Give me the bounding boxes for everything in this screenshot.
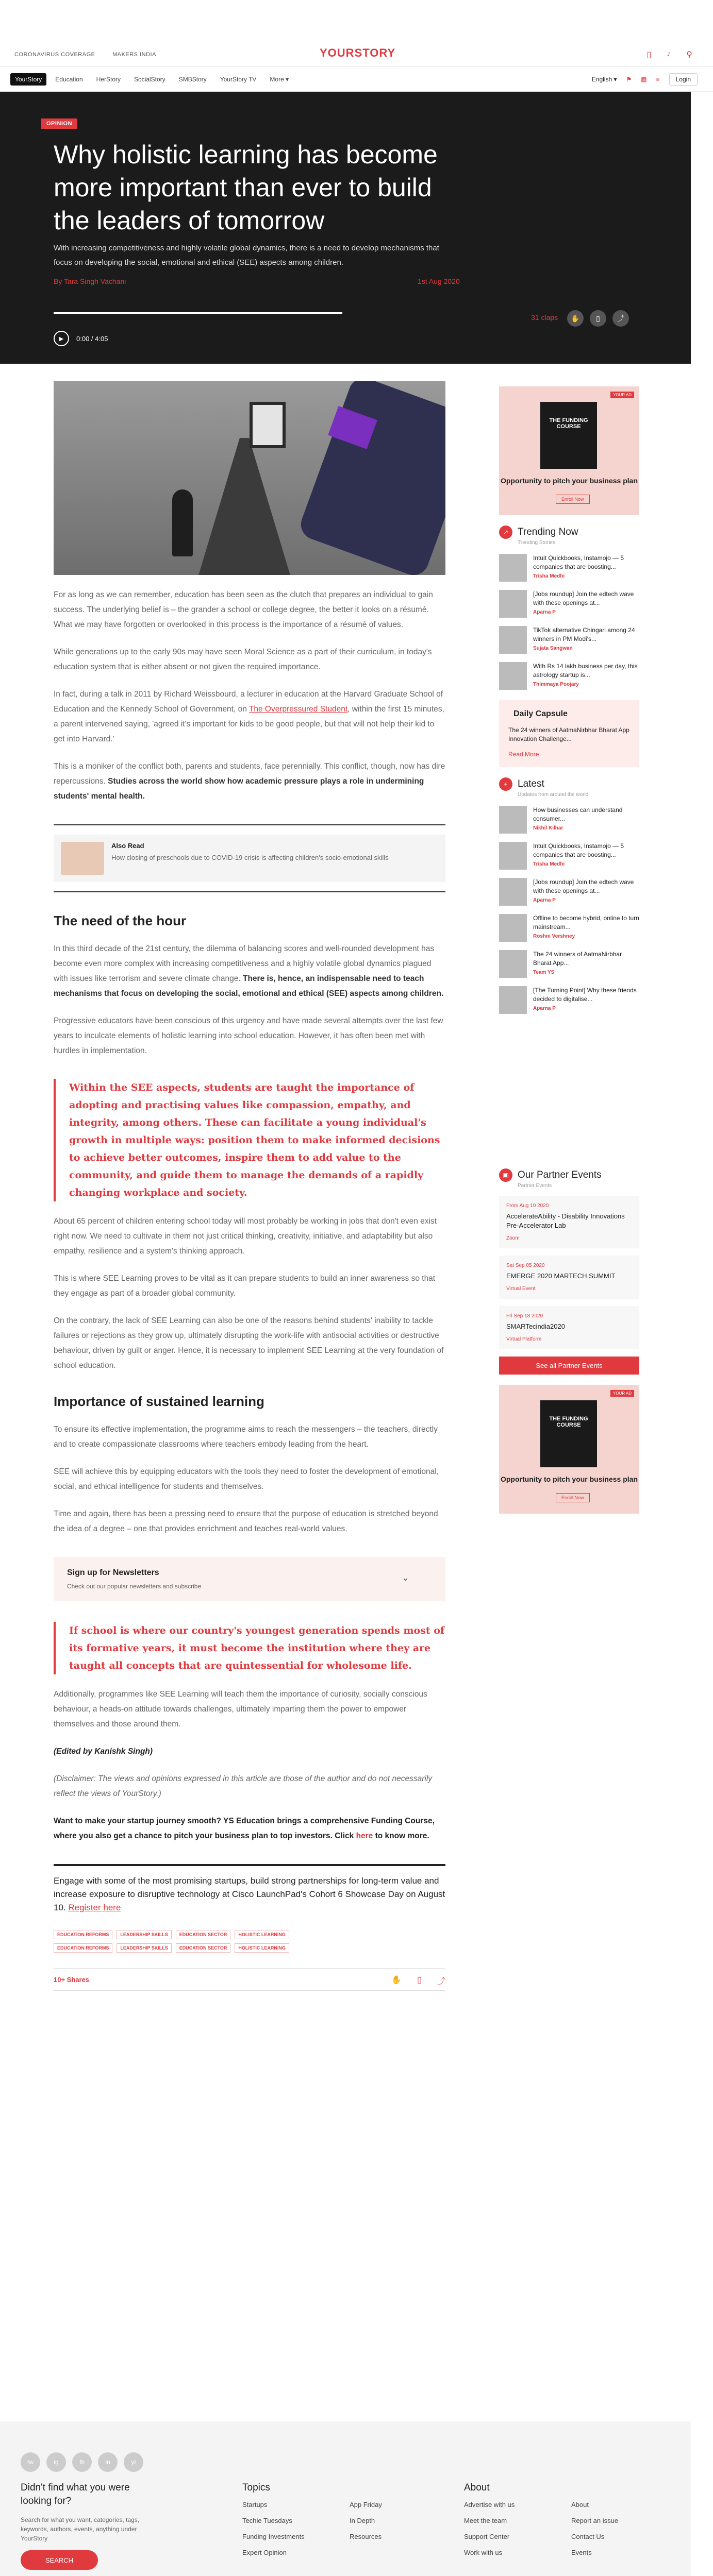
- tag[interactable]: HOLISTIC LEARNING: [235, 1930, 289, 1939]
- footer-link[interactable]: Contact Us: [571, 2533, 605, 2540]
- pull-quote-2: If school is where our country's youngest generation spends most of its formative years, it must become the institution where they are taught all concepts that are quintessential for wholesome life.: [54, 1622, 445, 1674]
- top-links: [14, 52, 172, 58]
- event-box: [54, 1864, 445, 1914]
- ad-book: THE FUNDING COURSE: [540, 402, 597, 469]
- enroll-button[interactable]: Enroll Now: [556, 495, 590, 504]
- promo-paragraph: [54, 1814, 445, 1843]
- footer-about: [464, 2482, 678, 2565]
- footer-link[interactable]: Advertise with us: [464, 2501, 515, 2509]
- story-author: Aparna P: [533, 1006, 556, 1011]
- overpressured-student-link[interactable]: The Overpressured Student: [248, 705, 348, 714]
- nav-item-herstory[interactable]: HerStory: [96, 76, 121, 83]
- author-link[interactable]: By Tara Singh Vachani: [54, 277, 126, 285]
- image-door: [250, 402, 286, 448]
- newsletter-signup[interactable]: [54, 1557, 445, 1601]
- latest-story[interactable]: [499, 950, 639, 978]
- tag-list: [54, 1930, 342, 1953]
- paragraph-13: Additionally, programmes like SEE Learning will teach them the importance of curiosity, socially conscious behaviour, a heads-on attitude towards challenges, ultimately imparting them the power to empower themselves and those around them.: [54, 1690, 427, 1728]
- footer-link[interactable]: Expert Opinion: [242, 2549, 287, 2556]
- latest-title: Latest: [518, 778, 544, 789]
- enroll-button[interactable]: Enroll Now: [556, 1493, 590, 1502]
- social-links: [21, 2452, 143, 2472]
- event-date: From Aug 10 2020: [506, 1203, 549, 1209]
- share-icon[interactable]: ⤴: [612, 310, 629, 327]
- about-title: About: [464, 2482, 490, 2493]
- event-text: Engage with some of the most promising startups, build strong partnerships for long-term value and increase exposure to disruptive technology at Cisco LaunchPad's Cohort 6 Showcase Day on August 10.: [54, 1876, 445, 1912]
- publish-date: 1st Aug 2020: [418, 277, 460, 285]
- login-button[interactable]: Login: [669, 73, 698, 86]
- top-link-coronavirus[interactable]: CORONAVIRUS COVERAGE: [14, 52, 95, 58]
- footer-search-subtitle: Search for what you want, categories, tags, keywords, authors, events, anything under YourStory: [21, 2516, 140, 2542]
- paragraph-1: For as long as we can remember, education has been seen as the clutch that prepares an individual to gain success. The underlying belief is – the grander a school or college degree, the better it looks on a résumé. What we may have forgotten or overlooked in this process is the importance of a résumé of values.: [54, 590, 433, 629]
- partner-title: Our Partner Events: [518, 1170, 602, 1180]
- bookmark-icon[interactable]: ▯: [646, 50, 652, 59]
- story-title[interactable]: How businesses can understand consumer...: [533, 806, 623, 822]
- article-body: [54, 381, 445, 1991]
- youtube-icon[interactable]: yt: [124, 2452, 143, 2472]
- paragraph-6: Progressive educators have been conscious of this urgency and have made several attempts over the last few years to inculcate elements of holistic learning into school education. However, it has often been met with hurdles in implementation.: [54, 1016, 443, 1055]
- audio-progress-bar[interactable]: [54, 312, 342, 314]
- also-read-inner: [54, 835, 445, 882]
- event-date: Sat Sep 05 2020: [506, 1263, 545, 1268]
- trending-story[interactable]: [499, 626, 639, 654]
- paragraph-9: On the contrary, the lack of SEE Learning can also be one of the reasons behind students' inability to tackle failures or rejections as they grow up, ultimately disrupting the work-life with antisocial activities or destructive behaviour, driven by guilt or anger. Hence, it is necessary to implement SEE Learning at the very foundation of school education.: [54, 1316, 444, 1370]
- tag[interactable]: EDUCATION SECTOR: [176, 1930, 231, 1939]
- heading-importance: Importance of sustained learning: [54, 1394, 264, 1409]
- article-summary: With increasing competitiveness and highly volatile global dynamics, there is a need to develop mechanisms that focus on developing the social, emotional and ethical (SEE) aspects among children.: [54, 244, 439, 267]
- share-icon[interactable]: ⤴: [437, 1977, 445, 1986]
- clap-icon[interactable]: ✋: [567, 310, 584, 327]
- story-thumbnail: [499, 626, 527, 654]
- latest-story[interactable]: [499, 986, 639, 1014]
- also-read-box[interactable]: [54, 824, 445, 892]
- nav-item-yourstory[interactable]: YourStory: [10, 73, 46, 86]
- footer-search-title: Didn't find what you were looking for?: [21, 2482, 130, 2506]
- bookmark-icon[interactable]: ▯: [590, 310, 606, 327]
- story-author: Sujata Sangwan: [533, 646, 573, 651]
- latest-story[interactable]: [499, 842, 639, 870]
- category-badge[interactable]: OPINION: [41, 118, 77, 129]
- share-count: 10+ Shares: [54, 1976, 90, 1984]
- story-thumbnail: [499, 914, 527, 942]
- tag[interactable]: LEADERSHIP SKILLS: [117, 1930, 171, 1939]
- register-link[interactable]: Register here: [68, 1903, 121, 1912]
- nav-right: [592, 73, 698, 86]
- partner-event[interactable]: [499, 1256, 639, 1299]
- story-thumbnail: [499, 842, 527, 870]
- promo-text-a: Want to make your startup journey smooth? YS Education brings a comprehensive Funding Course, where you also get a chance to pitch your business plan to top investors. Click: [54, 1817, 435, 1840]
- tag[interactable]: EDUCATION REFORMS: [54, 1943, 112, 1953]
- trending-subtitle: Trending Stories: [518, 540, 555, 546]
- partner-subtitle: Partner Events: [518, 1183, 552, 1189]
- paragraph-4-bold: Studies across the world show how academic pressure plays a role in undermining students' mental health.: [54, 777, 424, 801]
- paragraph-8: This is where SEE Learning proves to be vital as it can prepare students to build an inner awareness so that they engage as part of a broader global community.: [54, 1274, 436, 1298]
- partner-header: [499, 1168, 639, 1182]
- footer-link[interactable]: App Friday: [350, 2501, 382, 2509]
- tag[interactable]: EDUCATION SECTOR: [176, 1943, 231, 1953]
- heading-need-of-the-hour: The need of the hour: [54, 913, 187, 928]
- ad-title: Opportunity to pitch your business plan: [500, 1475, 638, 1483]
- story-thumbnail: [499, 554, 527, 582]
- play-icon[interactable]: ▶: [54, 331, 69, 346]
- partner-event[interactable]: [499, 1196, 639, 1248]
- latest-story[interactable]: [499, 914, 639, 942]
- event-name[interactable]: EMERGE 2020 MARTECH SUMMIT: [506, 1272, 616, 1280]
- event-location: Virtual Event: [506, 1286, 536, 1292]
- clap-icon[interactable]: ✋: [391, 1976, 402, 1985]
- topics-title: Topics: [242, 2482, 270, 2493]
- ad-title: Opportunity to pitch your business plan: [500, 477, 638, 485]
- nav-item-smbstory[interactable]: SMBStory: [178, 76, 207, 83]
- funding-course-ad-2[interactable]: [499, 1385, 639, 1514]
- capsule-title: Daily Capsule: [513, 709, 568, 718]
- nav-item-education[interactable]: Education: [55, 76, 83, 83]
- latest-story[interactable]: [499, 806, 639, 834]
- read-more-link[interactable]: Read More: [508, 751, 539, 758]
- footer-link[interactable]: Report an issue: [571, 2517, 619, 2524]
- newsletter-subtitle: Check out our popular newsletters and subscribe: [67, 1583, 202, 1590]
- nav-item-socialstory[interactable]: SocialStory: [134, 76, 165, 83]
- story-thumbnail: [499, 806, 527, 834]
- daily-capsule[interactable]: [499, 700, 639, 767]
- story-author: Aparna P: [533, 897, 556, 903]
- share-icons: [391, 1975, 445, 1987]
- instagram-icon[interactable]: ig: [46, 2452, 66, 2472]
- nav-bar: [0, 67, 713, 92]
- footer-link[interactable]: Funding Investments: [242, 2533, 305, 2540]
- latest-subtitle: Updates from around the world: [518, 792, 589, 798]
- latest-story[interactable]: [499, 878, 639, 906]
- also-read-text[interactable]: How closing of preschools due to COVID-19 crisis is affecting children's socio-emotional skills: [111, 854, 389, 861]
- also-read-thumbnail: [61, 842, 104, 875]
- story-title[interactable]: [Jobs roundup] Join the edtech wave with these openings at...: [533, 878, 634, 894]
- promo-link[interactable]: here: [356, 1832, 373, 1840]
- share-bar: [54, 1968, 445, 1991]
- footer-search: [21, 2481, 155, 2570]
- facebook-icon[interactable]: fb: [72, 2452, 92, 2472]
- story-title[interactable]: Intuit Quickbooks, Instamojo — 5 companies that are boosting...: [533, 554, 624, 570]
- calendar-icon: ▣: [499, 1168, 512, 1182]
- article-image: [54, 381, 445, 575]
- tag[interactable]: EDUCATION REFORMS: [54, 1930, 112, 1939]
- plus-icon: +: [499, 777, 512, 791]
- paragraph-3: [54, 687, 445, 747]
- event-name[interactable]: AccelerateAbility - Disability Innovations Pre-Accelerator Lab: [506, 1212, 625, 1229]
- sidebar: [499, 386, 639, 1514]
- ad-tag: YOUR AD: [610, 1390, 634, 1397]
- twitter-icon[interactable]: tw: [21, 2452, 40, 2472]
- promo-text-b: to know more.: [373, 1832, 429, 1840]
- partner-event[interactable]: [499, 1306, 639, 1349]
- paragraph-5-bold: There is, hence, an indispensable need to teach mechanisms that focus on developing the social, emotional and ethical (SEE) aspects among children.: [54, 974, 444, 998]
- trending-story[interactable]: [499, 554, 639, 582]
- story-title[interactable]: The 24 winners of AatmaNirbhar Bharat App...: [533, 951, 622, 967]
- edited-by: (Edited by Kanishk Singh): [54, 1747, 153, 1756]
- flag-icon[interactable]: ⚑: [626, 76, 632, 83]
- clap-count: 31 claps: [531, 313, 558, 321]
- trending-story[interactable]: [499, 662, 639, 690]
- language-select[interactable]: English ▾: [591, 76, 617, 83]
- paragraph-12: Time and again, there has been a pressing need to ensure that the purpose of education is stretched beyond the idea of a degree – one that provides enrichment and teaches real-world values.: [54, 1510, 438, 1533]
- linkedin-icon[interactable]: in: [98, 2452, 118, 2472]
- article-hero: [0, 92, 691, 364]
- newsletter-title: Sign up for Newsletters: [67, 1568, 159, 1577]
- footer-link[interactable]: Techie Tuesdays: [242, 2517, 292, 2524]
- footer-link[interactable]: Events: [571, 2549, 592, 2556]
- paragraph-7: About 65 percent of children entering school today will most probably be working in jobs that don't even exist right now. We need to cultivate in them not just critical thinking, creativity, initiative, and adaptability but also empathy, resilience and a system's thinking approach.: [54, 1217, 437, 1256]
- disclaimer: (Disclaimer: The views and opinions expressed in this article are those of the author and do not necessarily reflect the views of YourStory.): [54, 1774, 433, 1798]
- story-title[interactable]: [The Turning Point] Why these friends decided to digitalise...: [533, 987, 637, 1003]
- footer-link[interactable]: Startups: [242, 2501, 268, 2509]
- story-author: Trisha Medhi: [533, 573, 565, 579]
- event-location: Zoom: [506, 1235, 520, 1241]
- ad-book: THE FUNDING COURSE: [540, 1400, 597, 1467]
- story-thumbnail: [499, 950, 527, 978]
- nav-items: [10, 73, 293, 86]
- menu-icon[interactable]: ≡: [656, 76, 660, 83]
- top-bar: [0, 0, 713, 67]
- bell-icon[interactable]: ♪: [667, 49, 671, 58]
- paragraph-11: SEE will achieve this by equipping educators with the tools they need to foster the development of emotional, social, and ethical intelligence for students and themselves.: [54, 1467, 439, 1491]
- paragraph-2: While generations up to the early 90s may have seen Moral Science as a part of their curriculum, in today's education system that is either absent or not given the required importance.: [54, 648, 432, 671]
- capsule-text: The 24 winners of AatmaNirbhar Bharat App Innovation Challenge...: [508, 726, 629, 742]
- story-author: Trisha Medhi: [533, 861, 565, 867]
- article-title: Why holistic learning has become more important than ever to build the leaders of tomorrow: [54, 140, 438, 235]
- nav-item-more[interactable]: More ▾: [270, 76, 289, 83]
- story-author: Aparna P: [533, 609, 556, 615]
- also-read-label: Also Read: [111, 842, 144, 850]
- paragraph-3-b: , within the first 15 minutes, a parent intervened saying, 'agreed it's important for kids to be good people, but that will not help their kid to get into Harvard.': [54, 705, 444, 743]
- partner-events: [499, 1168, 639, 1375]
- story-thumbnail: [499, 662, 527, 690]
- top-icons: [646, 49, 692, 60]
- story-thumbnail: [499, 590, 527, 618]
- latest-header: [499, 777, 639, 791]
- footer-link[interactable]: Work with us: [464, 2549, 503, 2556]
- footer-link[interactable]: Meet the team: [464, 2517, 507, 2524]
- footer-topics: [242, 2482, 457, 2565]
- funding-course-ad[interactable]: [499, 386, 639, 515]
- search-icon[interactable]: ⚲: [686, 50, 692, 59]
- story-author: Nikhil Kilhar: [533, 825, 563, 831]
- ad-tag: YOUR AD: [610, 392, 634, 398]
- footer-link[interactable]: About: [571, 2501, 589, 2509]
- event-name[interactable]: SMARTecindia2020: [506, 1323, 565, 1330]
- hero-actions: [567, 310, 629, 327]
- audio-player: [54, 331, 108, 346]
- footer: [0, 2421, 691, 2576]
- search-button[interactable]: SEARCH: [21, 2550, 98, 2570]
- audio-time: 0:00 / 4:05: [76, 334, 108, 343]
- image-child: [172, 489, 193, 556]
- image-road: [198, 438, 291, 575]
- top-link-makers-india[interactable]: MAKERS INDIA: [112, 52, 156, 58]
- see-all-events-button[interactable]: See all Partner Events: [499, 1357, 639, 1375]
- story-thumbnail: [499, 878, 527, 906]
- paragraph-4: [54, 759, 445, 804]
- story-title[interactable]: [Jobs roundup] Join the edtech wave with these openings at...: [533, 590, 634, 606]
- story-title[interactable]: Intuit Quickbooks, Instamojo — 5 companies that are boosting...: [533, 842, 624, 858]
- story-author: Team YS: [533, 970, 555, 975]
- grid-icon[interactable]: ▦: [641, 76, 647, 83]
- tag[interactable]: HOLISTIC LEARNING: [235, 1943, 289, 1953]
- story-author: Thimmaya Poojary: [533, 682, 579, 687]
- nav-item-yourstory-tv[interactable]: YourStory TV: [220, 76, 257, 83]
- paragraph-5: [54, 941, 445, 1001]
- trending-title: Trending Now: [518, 527, 578, 537]
- story-thumbnail: [499, 986, 527, 1014]
- paragraph-3-a: In fact, during a talk in 2011 by Richard Weissbourd, a lecturer in education at the Harvard Graduate School of Education and the Kennedy School of Government, on: [54, 690, 443, 714]
- story-title[interactable]: Offline to become hybrid, online to turn mainstream...: [533, 914, 639, 930]
- pull-quote-1: Within the SEE aspects, students are taught the importance of adopting and practising values like compassion, empathy, and integrity, among others. These can facilitate a young individual's growth in multiple ways: position them to make informed decisions to achieve better outcomes, inspire them to add value to the community, and guide them to manage the demands of a rapidly changing workplace and society.: [54, 1079, 445, 1201]
- chevron-down-icon[interactable]: ⌄: [401, 1572, 409, 1583]
- paragraph-4-a: This is a moniker of the conflict both, parents and students, face perennially. This conflict, though, now has dire repercussions.: [54, 762, 445, 786]
- footer-link[interactable]: Support Center: [464, 2533, 510, 2540]
- footer-link[interactable]: In Depth: [350, 2517, 375, 2524]
- image-arm: [296, 381, 445, 575]
- trending-story[interactable]: [499, 590, 639, 618]
- event-date: Fri Sep 18 2020: [506, 1313, 543, 1319]
- site-logo[interactable]: YOURSTORY: [320, 46, 396, 59]
- story-author: Roshni Vershney: [533, 934, 575, 939]
- footer-link[interactable]: Resources: [350, 2533, 382, 2540]
- story-title[interactable]: TikTok alternative Chingari among 24 winners in PM Modi's...: [533, 626, 635, 642]
- bookmark-icon[interactable]: ▯: [417, 1976, 422, 1985]
- story-title[interactable]: With Rs 14 lakh business per day, this astrology startup is...: [533, 663, 638, 679]
- trending-icon: ↗: [499, 526, 512, 539]
- tag[interactable]: LEADERSHIP SKILLS: [117, 1943, 171, 1953]
- trending-header: [499, 526, 639, 539]
- paragraph-10: To ensure its effective implementation, the programme aims to reach the messengers – the teachers, directly and to create compassionate classrooms where teachers embody leading from the heart.: [54, 1425, 438, 1449]
- paragraph-5-a: In this third decade of the 21st century, the dilemma of balancing scores and well-rounded development has become even more complex with increasing competitiveness and a highly volatile global dynamics plagued with issues like terrorism and severe climate change.: [54, 944, 435, 983]
- event-location: Virtual Platform: [506, 1336, 542, 1342]
